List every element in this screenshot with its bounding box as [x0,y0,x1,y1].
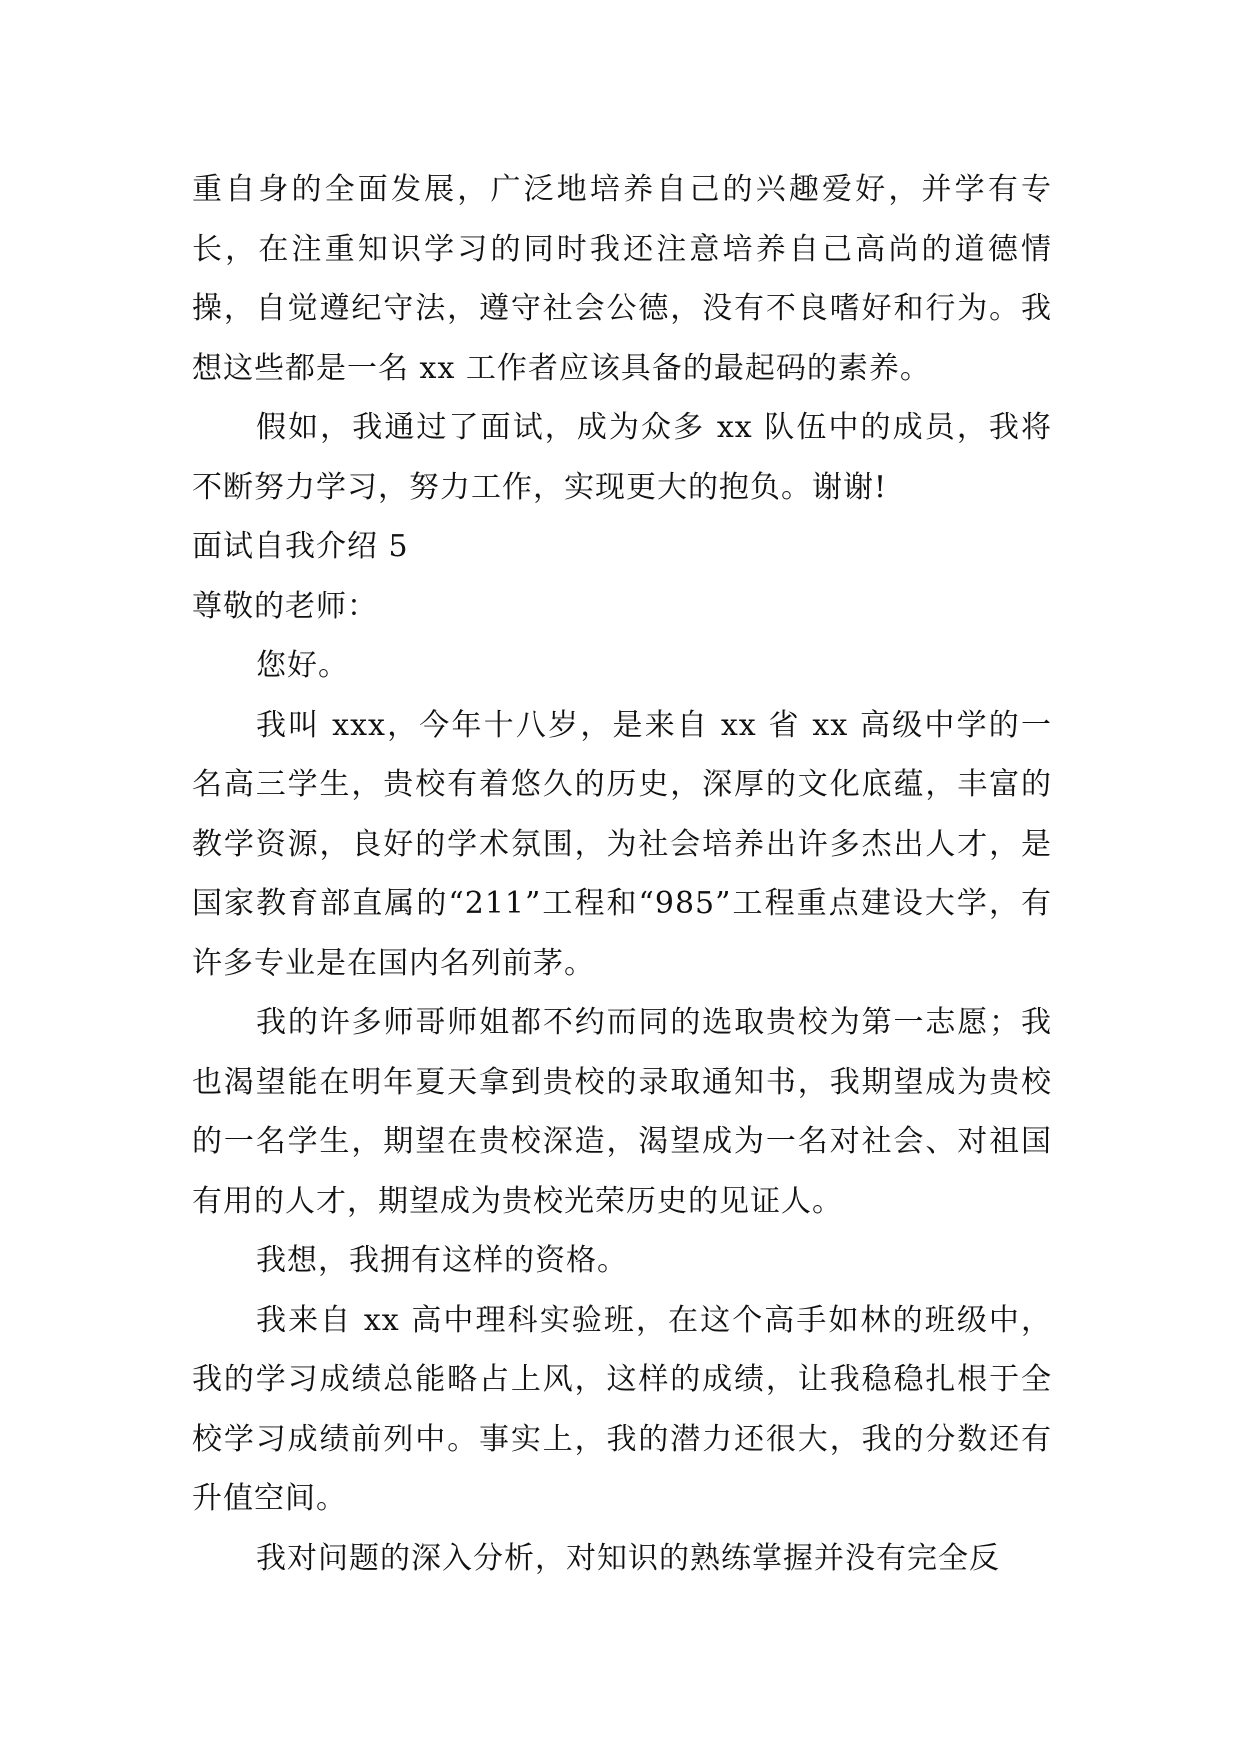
paragraph: 我叫 xxx，今年十八岁，是来自 xx 省 xx 高级中学的一名高三学生，贵校有着悠久的历史，深厚的文化底蕴，丰富的教学资源，良好的学术氛围，为社会培养出许多杰出人才，是国家教育部直属的“211”工程和“985”工程重点建设大学，有许多专业是在国内名列前茅。 [192,707,1052,981]
salutation: 尊敬的老师： [192,588,378,624]
paragraph: 我对问题的深入分析，对知识的熟练掌握并没有完全反 [256,1540,1000,1576]
paragraph: 我的许多师哥师姐都不约而同的选取贵校为第一志愿；我也渴望能在明年夏天拿到贵校的录取通知书，我期望成为贵校的一名学生，期望在贵校深造，渴望成为一名对社会、对祖国有用的人才，期望成为贵校光荣历史的见证人。 [192,1005,1052,1219]
document-body [192,160,1052,1588]
paragraph: 假如，我通过了面试，成为众多 xx 队伍中的成员，我将不断努力学习，努力工作，实现更大的抱负。谢谢! [192,410,1052,505]
section-heading: 面试自我介绍 5 [192,529,409,564]
greeting: 您好。 [256,648,349,683]
paragraph: 重自身的全面发展，广泛地培养自己的兴趣爱好，并学有专长，在注重知识学习的同时我还注意培养自己高尚的道德情操，自觉遵纪守法，遵守社会公德，没有不良嗜好和行为。我想这些都是一名 xx 工作者应该具备的最起码的素养。 [192,172,1052,386]
paragraph: 我想，我拥有这样的资格。 [256,1243,628,1278]
paragraph: 我来自 xx 高中理科实验班，在这个高手如林的班级中，我的学习成绩总能略占上风，这样的成绩，让我稳稳扎根于全校学习成绩前列中。事实上，我的潜力还很大，我的分数还有升值空间。 [192,1302,1052,1516]
